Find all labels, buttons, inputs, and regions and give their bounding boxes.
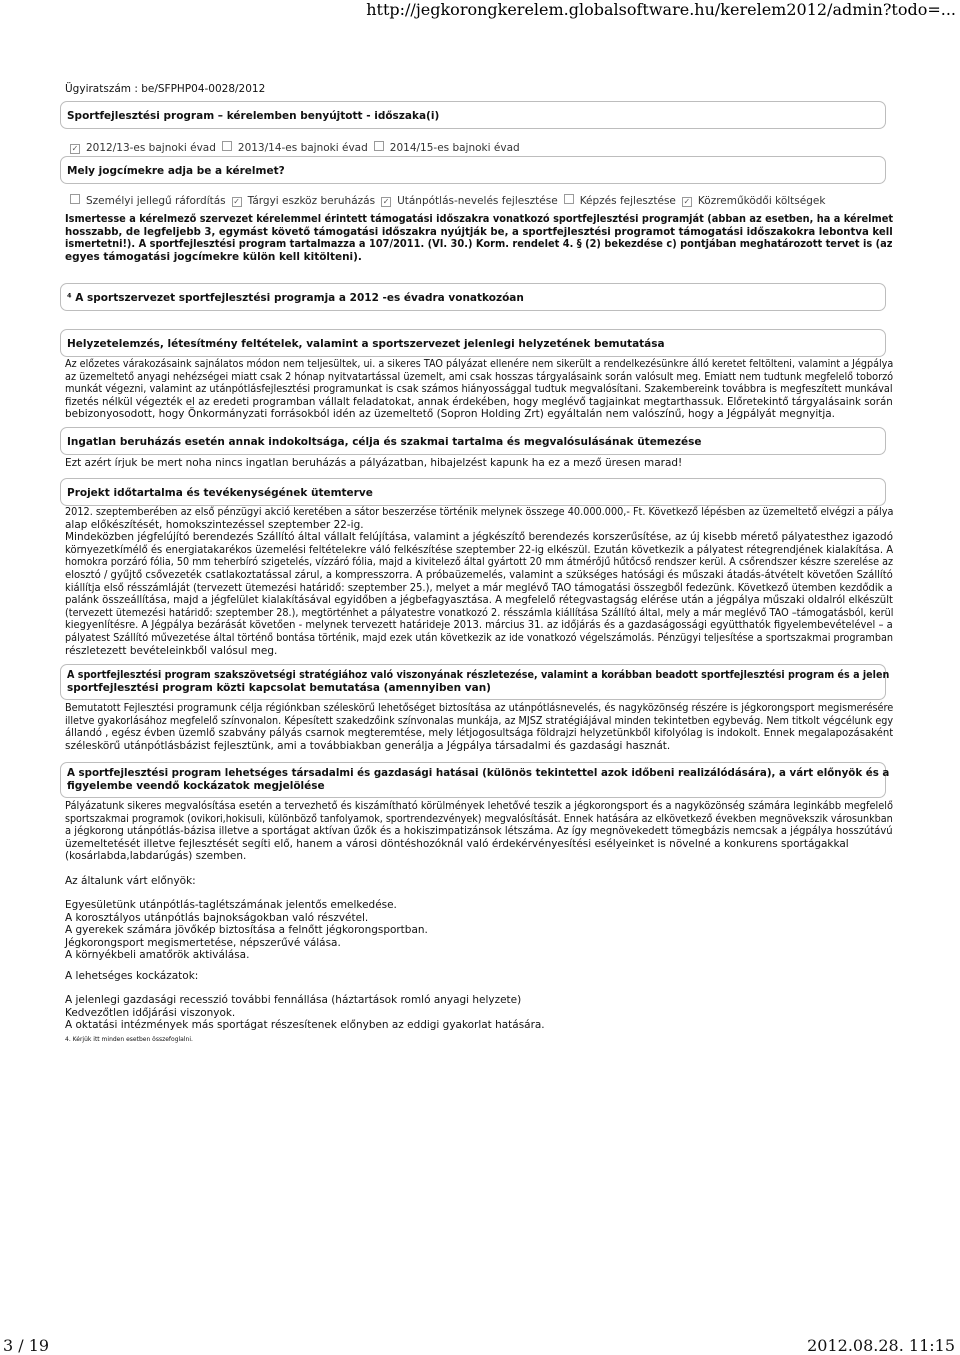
text-line: kiegyenlítésre. A Jégpálya bezárását követően - melynek tervezett határideje 2013. március 31. az időjárás és a gazdaságossági együtthatók figyelembevételével – a bbox=[65, 619, 893, 632]
period-title: Sportfejlesztési program – kérelemben benyújtott - időszaka(i) bbox=[67, 110, 440, 122]
text-line: környezetkímélő és energiatakarékos üzemelési feltételekre váló felkészítése szeptember 22-ig elkészül. Ezután következik a pályatest rétegrendjének kialakítása. A bbox=[65, 543, 894, 556]
unchecked-checkbox-icon bbox=[70, 194, 80, 204]
benefits-list bbox=[65, 899, 895, 962]
text-line: elosztó / gyűjtő csővezeték csatlakoztatással zárul, a kompresszorra. A próbaüzemelés, valamint a szükséges hatósági és műszaki átadás-átvételt követően Szállító bbox=[65, 568, 893, 581]
unchecked-checkbox-icon bbox=[374, 141, 384, 151]
text-line: illetve gyakorlásához megfelelő színvonalon. Képesített szakedzőink színvonalas munkája, az MJSZ stratégiájával minden tekintetben egybevág. Nem titkolt végcélunk egy bbox=[65, 714, 894, 727]
intro-line: egyes támogatási jogcímekre külön kell kitölteni). bbox=[65, 250, 362, 263]
benefit-item: Jégkorongsport megismertetése, népszerűvé válása. bbox=[65, 936, 341, 949]
benefit-item: A korosztályos utánpótlás bajnokságokban való részvétel. bbox=[65, 911, 369, 924]
benefits-heading: Az általunk várt előnyök: bbox=[65, 875, 196, 887]
purpose-option bbox=[682, 195, 826, 207]
page-url: http://jegkorongkerelem.globalsoftware.hu/kerelem2012/admin?todo=... bbox=[366, 0, 956, 19]
sec1-title: Helyzetelemzés, létesítmény feltételek, valamint a sportszervezet jelenlegi helyzetének bemutatása bbox=[67, 338, 665, 350]
text-line: bebizonyosodott, hogy Önkormányzati forrásokból idén az üzemeltető (Sopron Holding Zrt) egyáltalán nem valószínű, hogy a Jégpályát megnyitja. bbox=[65, 408, 836, 421]
purpose-label: Személyi jellegű ráfordítás bbox=[86, 195, 226, 207]
sec5-text bbox=[65, 800, 895, 863]
risk-item: Kedvezőtlen időjárási viszonyok. bbox=[65, 1006, 236, 1019]
program-title-box bbox=[60, 283, 886, 311]
purpose-option bbox=[564, 195, 676, 207]
sec4-title-line: sportfejlesztési program közti kapcsolat bemutatása (amennyiben van) bbox=[67, 681, 491, 694]
purpose-option bbox=[232, 195, 375, 207]
sec1-text bbox=[65, 358, 895, 421]
text-line: Pályázatunk sikeres megvalósítása esetén a tervezhető és kiszámítható körülmények lehetővé teszik a jégkorongsport és a nagyközönség számára leginkább megfelelő bbox=[65, 800, 893, 812]
text-line: pályatest Szállító művezetése által történő bontása történik, majd ezek után következik az ide vonatkozó végelszámolás. Pénzügyi teljesítése a sportszakmai programban bbox=[65, 631, 894, 644]
purpose-label: Tárgyi eszköz beruházás bbox=[247, 195, 376, 207]
purpose-label: Képzés fejlesztése bbox=[579, 195, 676, 207]
season-checklist bbox=[70, 141, 526, 154]
text-line: a jégkorong utánpótlás-bázisa illetve a sportágat aktívan űzők és a hokiszimpatizánsok létszáma. Az így megnövekedett tömegbázis nemcsak a jégpálya hosszútávú bbox=[65, 825, 893, 838]
text-line: alap előkészítését, homokszintezéssel szeptember 22-ig. bbox=[65, 518, 364, 531]
checked-checkbox-icon: ✓ bbox=[71, 144, 79, 153]
checked-checkbox-icon: ✓ bbox=[683, 197, 691, 206]
sec3-text bbox=[65, 506, 895, 657]
print-timestamp: 2012.08.28. 11:15 bbox=[807, 1336, 955, 1355]
purpose-title: Mely jogcímekre adja be a kérelmet? bbox=[67, 165, 285, 177]
purpose-title-box bbox=[60, 156, 886, 184]
intro-line: ismertetni!). A sportfejlesztési program tartalmazza a 107/2011. (VI. 30.) Korm. rendelet 4. § (2) bekezdése c) pontjában meghatározott tervet is (az bbox=[65, 238, 893, 251]
sec2-text bbox=[65, 457, 895, 470]
program-title: ⁴ A sportszervezet sportfejlesztési programja a 2012 -es évadra vonatkozóan bbox=[67, 292, 524, 304]
page-number: 3 / 19 bbox=[3, 1336, 50, 1355]
intro-line: Ismertesse a kérelmező szervezet kérelemmel érintett támogatási időszakra vonatkozó sportfejlesztési programját (abban az esetben, ha a kérelmet bbox=[65, 213, 894, 225]
text-line: palánk összeállítása, majd a jégfelület kialakításával egyidőben a jégbefagyasztása. A megfelelő rétegvastagság elérése után a jégpálya műszaki oldalról elkészült bbox=[65, 594, 893, 607]
text-line: széleskörű utánpótlásbázist fejlesztünk, ami a továbbiakban generálja a Jégpálya társadalmi és gazdasági hasznát. bbox=[65, 739, 671, 752]
text-line: (kosárlabda,labdarúgás) szemben. bbox=[65, 850, 247, 863]
text-line: (tervezett ütemezési határidő: szeptember 28.), megtörténhet a pályatestre vonatkozó 2. résszámla kiállítása Szállító által, mely a már meglévő TAO –támogatásból, kerül bbox=[65, 606, 894, 619]
risk-item: A jelenlegi gazdasági recesszió további fennállása (háztartások romló anyagi helyzete) bbox=[65, 994, 522, 1006]
benefit-item: A gyerekek számára jövőkép biztosítása a felnőtt jégkorongsportban. bbox=[65, 924, 428, 937]
sec4-title-line: A sportfejlesztési program szakszövetségi stratégiához való viszonyának részletezése, valamint a korábban beadott sportfejlesztési program és a jelen bbox=[67, 669, 890, 681]
text-line: 2012. szeptemberében az első pénzügyi akció keretében a sátor beszerzése történik melynek összege 40.000.000,- Ft. Következő lépésben az üzemeltető elvégzi a pálya bbox=[65, 506, 894, 518]
checked-checkbox-icon: ✓ bbox=[382, 197, 390, 206]
season-label: 2014/15-es bajnoki évad bbox=[389, 142, 520, 154]
unchecked-checkbox-icon bbox=[564, 194, 574, 204]
purpose-label: Közreműködői költségek bbox=[697, 195, 826, 207]
season-option bbox=[222, 142, 368, 154]
text-line: homokra porzáró fólia, 50 mm teherbíró szigetelés, vízzáró fólia, majd a kivitelező által gyártott 20 mm átmérőjű hűtőcső rendszer kerül. A csőrendszer készre szerelése az bbox=[65, 556, 894, 569]
text-line: Bemutatott Fejlesztési programunk célja régiónkban széleskörű lehetőséget biztosítása az utánpótlásnevelés, és nagyközönség részére is jégkorongsport megismerésére bbox=[65, 702, 894, 714]
text-line: az üzemeltető anyagi nehézségei miatt csak 2 hónap nyitvatartással üzemelt, ami csak hosszas tárgyalásaink során valósult meg. Emiatt nem tudtunk megfelelő toborzó bbox=[65, 370, 894, 383]
checked-checkbox-icon: ✓ bbox=[233, 197, 240, 206]
sec4-title-box bbox=[60, 664, 890, 700]
text-line: munkát végezni, valamint az utánpótlásfejlesztési programunkat is csak számos hiányossággal tudtuk megvalósítani. Szakembereink továbbra is megfeszített munkával bbox=[65, 383, 893, 396]
text-line: részletezett bevételeinkből valósul meg. bbox=[65, 644, 278, 657]
text-line: Az előzetes várakozásaink sajnálatos módon nem teljesültek, ui. a sikeres TAO pályázat ellenére nem sikerült a rendelkezésünkre álló keretet feltölteni, valamint a Jégpálya bbox=[65, 358, 894, 370]
intro-text bbox=[65, 213, 895, 263]
sec5-title-line: figyelembe veendő kockázatok megjelölése bbox=[67, 779, 325, 792]
unchecked-checkbox-icon bbox=[222, 141, 232, 151]
sec5-title-box bbox=[60, 762, 890, 798]
benefit-item: A környékbeli amatőrök aktiválása. bbox=[65, 949, 250, 962]
sec4-text bbox=[65, 702, 895, 752]
footnote: 4. Kérjük itt minden esetben összefoglalni. bbox=[65, 1036, 193, 1043]
text-line: Ezt azért írjuk be mert noha nincs ingatlan beruházás a pályázatban, hibajelzést kapunk ha ez a mező üresen marad! bbox=[65, 457, 683, 469]
season-option bbox=[374, 142, 520, 154]
sec1-title-box bbox=[60, 329, 886, 357]
sec2-title: Ingatlan beruházás esetén annak indokoltsága, célja és szakmai tartalma és megvalósulásának ütemezése bbox=[67, 436, 702, 448]
purpose-option bbox=[70, 195, 226, 207]
risks-heading: A lehetséges kockázatok: bbox=[65, 970, 199, 982]
sec3-title: Projekt időtartalma és tevékenységének ütemterve bbox=[67, 487, 373, 499]
season-label: 2013/14-es bajnoki évad bbox=[237, 142, 368, 154]
purpose-option bbox=[381, 195, 558, 207]
text-line: üzemeltetését illetve fejlesztését segíti elő, hanem a városi döntéshozóknál való érdekérvényesítési esélyeinket is növelné a konkurens sportágakkal bbox=[65, 837, 849, 850]
benefit-item: Egyesületünk utánpótlás-taglétszámának jelentős emelkedése. bbox=[65, 899, 397, 911]
text-line: fizetés nélkül végezték el az eredeti programban vállalt feladatokat, annak érdekében, hogy meglévő tagjainkat megtarthassuk. Előretekintő tárgyalásaink során bbox=[65, 395, 893, 408]
purpose-checklist bbox=[70, 194, 831, 207]
sec3-title-box bbox=[60, 478, 886, 506]
sec5-title-line: A sportfejlesztési program lehetséges társadalmi és gazdasági hatásai (különös tekintettel azok időbeni realizálódására), a várt előnyök és a bbox=[67, 767, 890, 779]
text-line: sportszakmai programok (ovikori,hokisuli, különböző tanfolyamok, sportrendezvények) megvalósítását. Ennek hatására az elkövetkező években megnövekszik városunkban bbox=[65, 812, 893, 825]
text-line: állandó , egész évben üzemlő szabvány pályás csarnok megteremtése, mely létjogosultsága földrajzi helyzetünkből kifolyólag is indokolt. Ennek megalapozásaként bbox=[65, 727, 894, 740]
season-label: 2012/13-es bajnoki évad bbox=[86, 142, 216, 154]
text-line: Mindeközben jégfelújító berendezés Szállító által vállalt felújítása, valamint a jégkészítő berendezés korszerűsítése, az új kisebb mérető pályatesthez igazodó bbox=[65, 531, 894, 544]
risk-item: A oktatási intézmények más sportágat részesítenek előnyben az eddigi gyakorlat hatására. bbox=[65, 1019, 545, 1032]
period-title-box bbox=[60, 101, 886, 129]
document-id: Ügyiratszám : be/SFPHP04-0028/2012 bbox=[65, 83, 266, 95]
purpose-label: Utánpótlás-nevelés fejlesztése bbox=[397, 195, 558, 207]
sec2-title-box bbox=[60, 427, 886, 455]
season-option bbox=[70, 142, 216, 154]
text-line: kiállítja első résszámláját (tervezett ütemezési határidő: szeptember 25.), melyet a már meglévő TAO támogatási összegből fedezünk. Következő ütemben kezdődik a bbox=[65, 581, 893, 594]
intro-line: hosszabb, de legfeljebb 3, egymást követő támogatási időszakra nyújtják be, a sportfejlesztési programot támogatási időszakokra lebontva kell bbox=[65, 225, 893, 238]
risks-list bbox=[65, 994, 895, 1032]
